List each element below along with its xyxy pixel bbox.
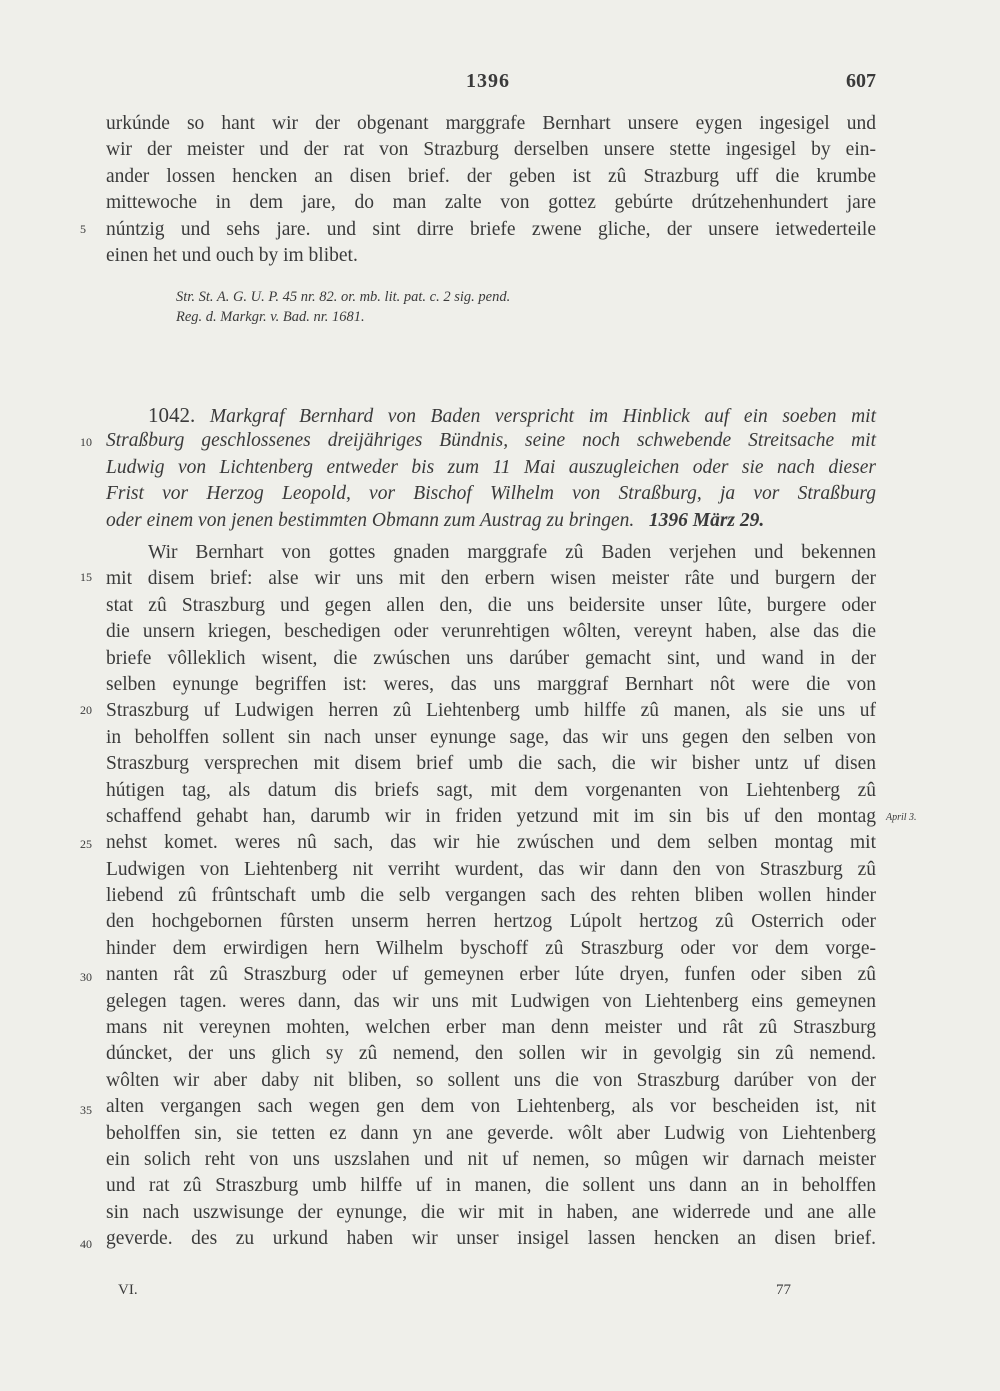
heading-line: Straßburg geschlossenes dreijähriges Bündnis, seine noch schwebende Streitsache mit [106, 430, 876, 452]
line-number: 35 [80, 1103, 92, 1117]
continuation-text [106, 111, 876, 269]
text-line: Ludwigen von Liehtenberg nit verriht wurdent, das wir dann den von Straszburg zû [106, 858, 876, 880]
text-line: geverde. des zu urkund haben wir unser insigel lassen hencken an disen brief. [106, 1228, 876, 1250]
heading-text: oder einem von jenen bestimmten Obmann zum Austrag zu bringen. [106, 509, 635, 531]
line-number: 5 [80, 222, 86, 236]
text-line: Straszburg versprechen mit disem brief umb die sach, die wir bisher untz uf disen [106, 753, 876, 775]
text-line: sin nach uszwisunge der eynunge, die wir mit in haben, ane widerrede und ane alle [106, 1201, 876, 1223]
text-line: núntzig und sehs jare. und sint dirre briefe zwene gliche, der unsere ietwederteile [106, 218, 876, 240]
line-number: 15 [80, 570, 92, 584]
text-line: die unsern kriegen, beschedigen oder verunrehtigen wôlten, vereynt haben, alse das die [106, 621, 876, 643]
line-number: 30 [80, 970, 92, 984]
text-line: dúncket, der uns glich sy zû nemend, den sollen wir in gevolgig sin zû nemend. [106, 1043, 876, 1065]
text-line: nehst komet. weres nû sach, das wir hie zwúschen und dem selben montag mit [106, 832, 876, 854]
folio-number: 77 [776, 1282, 791, 1298]
text-line: den hochgebornen fûrsten unserm herren hertzog Lúpolt hertzog zû Osterrich oder [106, 911, 876, 933]
text-line: mittewoche in dem jare, do man zalte von gottez gebúrte drútzehenhundert jare [106, 192, 876, 214]
line-number: 10 [80, 435, 92, 449]
heading-line: Ludwig von Lichtenberg entweder bis zum 11 Mai auszugleichen oder sie nach dieser [106, 456, 876, 478]
text-line: urkúnde so hant wir der obgenant marggrafe Bernhart unsere eygen ingesigel und [106, 113, 876, 134]
running-head [0, 70, 1000, 98]
heading-line-last [106, 508, 876, 534]
text-line: Straszburg uf Ludwigen herren zû Liehtenberg umb hilffe zû manen, als sie uns uf [106, 700, 876, 722]
text-line: ander lossen hencken an disen brief. der geben ist zû Strazburg uff die krumbe [106, 165, 876, 187]
citation: Str. St. A. G. U. P. 45 nr. 82. or. mb. lit. pat. c. 2 sig. pend. [176, 289, 511, 305]
text-line: mans nit vereynen mohten, welchen erber man denn meister und rât zû Straszburg [106, 1017, 876, 1039]
heading-line: Frist vor Herzog Leopold, vor Bischof Wilhelm von Straßburg, ja vor Straßburg [106, 483, 876, 505]
text-line: gelegen tagen. weres dann, das wir uns mit Ludwigen von Liehtenberg eins gemeynen [106, 990, 876, 1012]
text-line: beholffen sin, sie tetten ez dann yn ane geverde. wôlt aber Ludwig von Liehtenberg [106, 1122, 876, 1144]
citation: Reg. d. Markgr. v. Bad. nr. 1681. [176, 309, 365, 325]
text-line: wôlten wir aber daby nit bliben, so sollent uns die von Straszburg darúber von der [106, 1069, 876, 1091]
text-line: in beholffen sollent sin nach unser eynunge sage, das wir uns gegen den selben von [106, 726, 876, 748]
document-date: 1396 März 29. [648, 509, 765, 531]
line-number: 20 [80, 703, 92, 717]
page-number: 607 [846, 70, 876, 92]
text-line: nanten rât zû Straszburg oder uf gemeynen erber lúte dryen, funfen oder siben zû [106, 964, 876, 986]
text-line: stat zû Straszburg und gegen allen den, die uns beidersite unser lûte, burgere oder [106, 594, 876, 616]
margin-note: April 3. [886, 812, 917, 823]
text-line: liebend zû frûntschaft umb die selb vergangen sach des rehten bliben wollen hinder [106, 885, 876, 907]
heading-text: Markgraf Bernhard von Baden verspricht im Hinblick auf ein soeben mit [209, 406, 876, 427]
text-line: briefe vôlleklich wisent, die zwúschen uns darúber gemacht sint, und wand in der [106, 647, 876, 669]
signature-mark: VI. [118, 1282, 138, 1298]
document-number: 1042. [148, 403, 196, 427]
text-line: und rat zû Straszburg umb hilffe uf in manen, die sollent uns dann an in beholffen [106, 1175, 876, 1197]
text-line: wir der meister und der rat von Strazburg derselben unsere stette ingesigel by ein- [106, 139, 876, 161]
line-number: 25 [80, 837, 92, 851]
text-line: selben eynunge begriffen ist: weres, das uns marggraf Bernhart nôt were die von [106, 673, 876, 695]
text-line: Wir Bernhart von gottes gnaden marggrafe zû Baden verjehen und bekennen [148, 542, 876, 563]
text-line: mit disem brief: alse wir uns mit den erbern wisen meister râte und burgern der [106, 568, 876, 590]
text-line: alten vergangen sach wegen gen dem von Liehtenberg, als vor bescheiden ist, nit [106, 1096, 876, 1118]
text-line: hútigen tag, als datum dis briefs sagt, mit dem vorgenanten von Liehtenberg zû [106, 779, 876, 801]
running-head-year: 1396 [466, 70, 510, 92]
heading-line-1 [106, 402, 876, 428]
text-line: schaffend gehabt han, darumb wir in friden yetzund mit im sin bis uf den montag [106, 805, 876, 827]
text-line: hinder dem erwirdigen hern Wilhelm byschoff zû Straszburg oder vor dem vorge- [106, 937, 876, 959]
text-line: ein solich reht von uns uszslahen und nit uf nemen, so mûgen wir darnach meister [106, 1148, 876, 1170]
document-body [106, 540, 876, 1253]
document-heading [106, 402, 876, 534]
line-number: 40 [80, 1237, 92, 1251]
text-line: einen het und ouch by im blibet. [106, 244, 358, 266]
